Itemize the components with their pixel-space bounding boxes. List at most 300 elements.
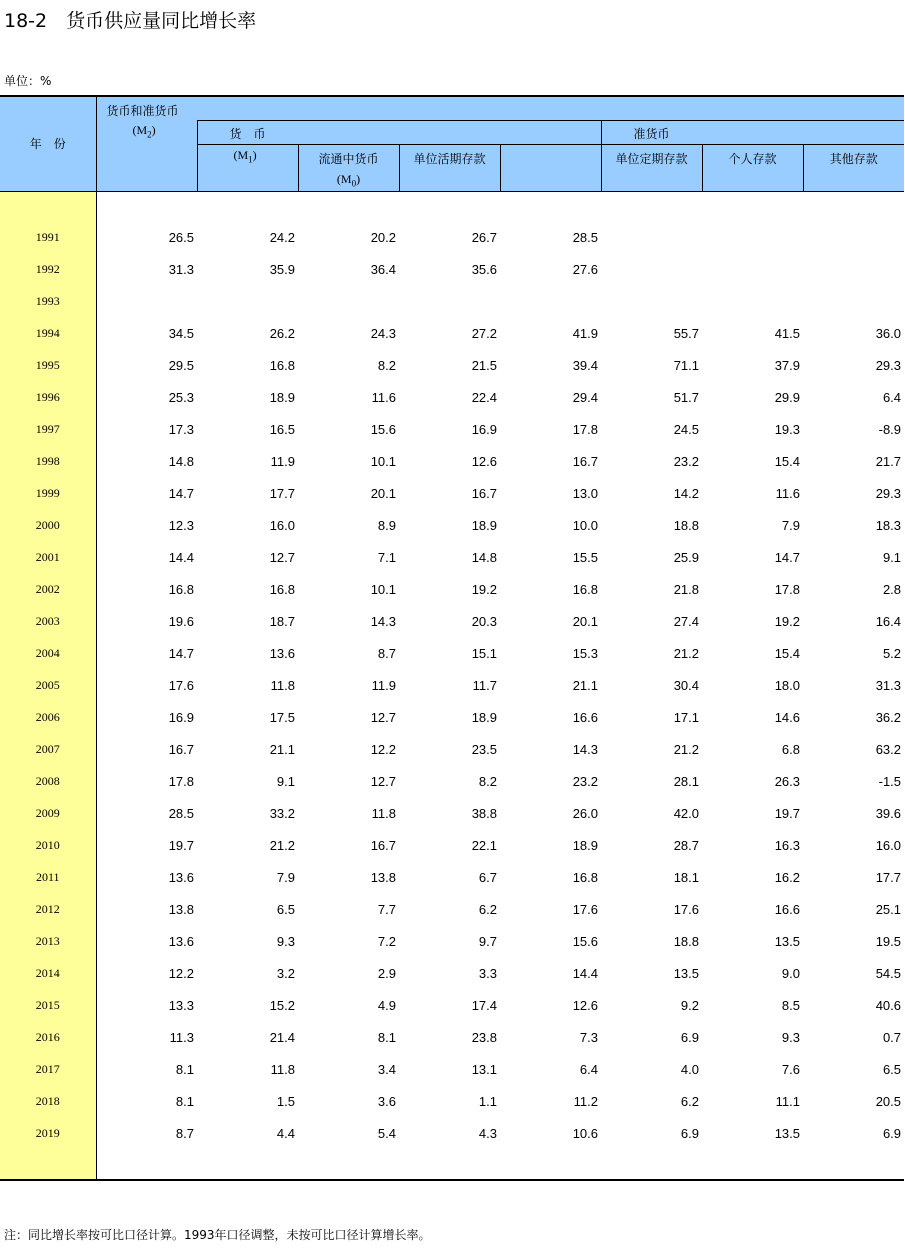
value-cell-td: 42.0 xyxy=(673,806,699,821)
value-cell-pd: 9.3 xyxy=(781,1030,800,1045)
value-cell-qm xyxy=(500,286,601,318)
value-cell-od: 21.7 xyxy=(875,454,902,469)
value-cell-dd: 21.5 xyxy=(471,358,497,373)
value-cell-qm: 16.8 xyxy=(572,582,598,597)
value-cell-m0: 8.7 xyxy=(377,646,396,661)
year-cell: 2011 xyxy=(0,862,96,894)
value-cell-dd: 20.3 xyxy=(471,614,497,629)
value-cell-od xyxy=(803,286,904,318)
spacer-row xyxy=(0,1150,904,1180)
table-body xyxy=(0,191,904,1180)
table-header xyxy=(0,96,904,191)
value-cell-pd: 14.7 xyxy=(774,550,800,565)
value-cell-od: 5.2 xyxy=(882,646,902,661)
value-cell-m2: 19.6 xyxy=(168,614,194,629)
value-cell-m1: 11.8 xyxy=(270,678,295,693)
value-cell-pd: 16.6 xyxy=(774,902,800,917)
value-cell-od: 20.5 xyxy=(875,1094,902,1109)
value-cell-m2: 14.8 xyxy=(168,454,194,469)
value-cell-m0: 2.9 xyxy=(377,966,396,981)
value-cell-pd: 18.0 xyxy=(774,678,800,693)
value-cell-m1: 3.2 xyxy=(276,966,295,981)
value-cell-m1: 17.5 xyxy=(269,710,295,725)
value-cell-qm: 27.6 xyxy=(572,262,598,277)
value-cell-td: 18.8 xyxy=(673,518,699,533)
value-cell-dd: 23.8 xyxy=(471,1030,497,1045)
year-cell: 2004 xyxy=(0,638,96,670)
value-cell-m2: 31.3 xyxy=(168,262,194,277)
header-year: 年 份 xyxy=(0,96,96,191)
header-m0: 流通中货币 xyxy=(298,144,399,168)
value-cell-m1: 11.8 xyxy=(270,1062,295,1077)
value-cell-od: -1.5 xyxy=(878,774,902,789)
value-cell-qm: 12.6 xyxy=(572,998,598,1013)
value-cell-pd: 16.3 xyxy=(774,838,800,853)
value-cell-m0: 3.6 xyxy=(377,1094,396,1109)
year-cell: 1996 xyxy=(0,382,96,414)
value-cell-od: 36.2 xyxy=(875,710,902,725)
value-cell-pd: 13.5 xyxy=(774,934,800,949)
value-cell-dd: 3.3 xyxy=(478,966,497,981)
header-m0-sub: $(M_0)$ xyxy=(298,168,399,191)
value-cell-td: 21.8 xyxy=(673,582,699,597)
value-cell-m0: 8.1 xyxy=(377,1030,396,1045)
value-cell-qm: 16.7 xyxy=(572,454,598,469)
table-row xyxy=(0,862,904,894)
value-cell-od: -8.9 xyxy=(878,422,902,437)
value-cell-qm: 17.8 xyxy=(572,422,598,437)
header-personal-deposits: 个人存款 xyxy=(702,144,803,191)
value-cell-td: 25.9 xyxy=(673,550,699,565)
value-cell-td: 13.5 xyxy=(673,966,699,981)
page-title: 18-2 货币供应量同比增长率 xyxy=(4,10,257,32)
value-cell-m2: 17.3 xyxy=(168,422,194,437)
value-cell-m1: 13.6 xyxy=(269,646,295,661)
value-cell-qm: 16.8 xyxy=(572,870,598,885)
value-cell-qm: 15.6 xyxy=(572,934,598,949)
value-cell-dd: 22.4 xyxy=(471,390,497,405)
value-cell-m2: 14.7 xyxy=(168,486,194,501)
value-cell-m0: 20.2 xyxy=(370,230,396,245)
value-cell-m1: 18.9 xyxy=(269,390,295,405)
value-cell-pd xyxy=(702,222,803,254)
value-cell-dd: 14.8 xyxy=(471,550,497,565)
table-row xyxy=(0,222,904,254)
value-cell-m2: 12.3 xyxy=(168,518,194,533)
value-cell-m2: 16.7 xyxy=(168,742,194,757)
table-row xyxy=(0,1086,904,1118)
value-cell-dd: 26.7 xyxy=(471,230,497,245)
value-cell-m1: 7.9 xyxy=(276,870,295,885)
value-cell-m1: 16.0 xyxy=(269,518,295,533)
value-cell-m0: 12.7 xyxy=(370,774,396,789)
value-cell-dd: 1.1 xyxy=(478,1094,497,1109)
value-cell-pd: 29.9 xyxy=(774,390,800,405)
value-cell-m0: 11.8 xyxy=(371,806,396,821)
value-cell-m2: 12.2 xyxy=(168,966,194,981)
value-cell-td: 23.2 xyxy=(673,454,699,469)
value-cell-qm: 39.4 xyxy=(572,358,598,373)
value-cell-m0: 3.4 xyxy=(377,1062,396,1077)
value-cell-od: 0.7 xyxy=(882,1030,902,1045)
year-cell: 2013 xyxy=(0,926,96,958)
value-cell-dd: 16.7 xyxy=(471,486,497,501)
value-cell-td: 21.2 xyxy=(673,742,699,757)
value-cell-dd xyxy=(399,286,500,318)
value-cell-m0: 5.4 xyxy=(377,1126,396,1141)
year-cell: 2007 xyxy=(0,734,96,766)
value-cell-m0: 11.6 xyxy=(371,390,396,405)
header-demand-deposits: 单位活期存款 xyxy=(399,144,500,191)
year-cell: 2016 xyxy=(0,1022,96,1054)
unit-label: 单位：% xyxy=(4,74,52,88)
value-cell-m0: 15.6 xyxy=(370,422,396,437)
value-cell-qm: 13.0 xyxy=(572,486,598,501)
value-cell-dd: 6.7 xyxy=(478,870,497,885)
value-cell-dd: 17.4 xyxy=(471,998,497,1013)
year-cell: 2015 xyxy=(0,990,96,1022)
value-cell-pd: 37.9 xyxy=(774,358,800,373)
value-cell-td: 28.1 xyxy=(673,774,699,789)
value-cell-m0: 4.9 xyxy=(377,998,396,1013)
value-cell-pd: 15.4 xyxy=(774,454,800,469)
table-row xyxy=(0,286,904,318)
value-cell-dd: 35.6 xyxy=(471,262,497,277)
table-row xyxy=(0,734,904,766)
value-cell-m0: 7.7 xyxy=(377,902,396,917)
value-cell-m1: 12.7 xyxy=(269,550,295,565)
value-cell-td: 24.5 xyxy=(673,422,699,437)
header-quasi-blank xyxy=(500,144,601,191)
table-row xyxy=(0,542,904,574)
value-cell-dd: 19.2 xyxy=(471,582,497,597)
value-cell-od: 9.1 xyxy=(882,550,902,565)
value-cell-td: 18.8 xyxy=(673,934,699,949)
value-cell-m2: 8.1 xyxy=(175,1094,194,1109)
value-cell-qm: 10.0 xyxy=(572,518,598,533)
value-cell-od: 54.5 xyxy=(875,966,902,981)
value-cell-m1: 21.1 xyxy=(269,742,295,757)
value-cell-m1: 18.7 xyxy=(269,614,295,629)
footnote: 注：同比增长率按可比口径计算。1993年口径调整，未按可比口径计算增长率。 xyxy=(4,1228,431,1242)
value-cell-m2: 17.6 xyxy=(168,678,194,693)
value-cell-od: 29.3 xyxy=(875,358,902,373)
value-cell-m1: 16.5 xyxy=(269,422,295,437)
year-cell: 2006 xyxy=(0,702,96,734)
value-cell-od: 16.4 xyxy=(875,614,902,629)
money-supply-table xyxy=(0,95,904,1181)
value-cell-pd xyxy=(702,286,803,318)
value-cell-m1: 15.2 xyxy=(269,998,295,1013)
value-cell-td: 4.0 xyxy=(680,1062,699,1077)
value-cell-od: 63.2 xyxy=(875,742,902,757)
value-cell-m2: 13.6 xyxy=(168,870,194,885)
value-cell-m2: 25.3 xyxy=(168,390,194,405)
value-cell-m2: 8.7 xyxy=(175,1126,194,1141)
value-cell-dd: 16.9 xyxy=(471,422,497,437)
value-cell-dd: 18.9 xyxy=(471,518,497,533)
value-cell-m1: 26.2 xyxy=(269,326,295,341)
value-cell-dd: 27.2 xyxy=(471,326,497,341)
value-cell-m1: 16.8 xyxy=(269,358,295,373)
table-row xyxy=(0,478,904,510)
value-cell-td: 14.2 xyxy=(673,486,699,501)
value-cell-m1: 1.5 xyxy=(276,1094,295,1109)
value-cell-qm: 10.6 xyxy=(572,1126,598,1141)
value-cell-m2: 13.8 xyxy=(168,902,194,917)
value-cell-qm: 28.5 xyxy=(572,230,598,245)
value-cell-m1: 4.4 xyxy=(276,1126,295,1141)
value-cell-od: 6.5 xyxy=(882,1062,902,1077)
table-row xyxy=(0,702,904,734)
year-cell: 2008 xyxy=(0,766,96,798)
value-cell-od: 18.3 xyxy=(875,518,902,533)
value-cell-pd: 9.0 xyxy=(781,966,800,981)
value-cell-td: 30.4 xyxy=(673,678,699,693)
value-cell-td xyxy=(601,286,702,318)
value-cell-m1: 16.8 xyxy=(269,582,295,597)
year-cell: 2009 xyxy=(0,798,96,830)
value-cell-td: 55.7 xyxy=(673,326,699,341)
value-cell-od: 16.0 xyxy=(875,838,902,853)
year-cell: 2017 xyxy=(0,1054,96,1086)
year-cell: 2005 xyxy=(0,670,96,702)
value-cell-pd: 7.6 xyxy=(781,1062,800,1077)
value-cell-td: 9.2 xyxy=(680,998,699,1013)
year-cell: 1991 xyxy=(0,222,96,254)
value-cell-m2: 14.4 xyxy=(168,550,194,565)
value-cell-m1 xyxy=(197,286,298,318)
table-row xyxy=(0,926,904,958)
value-cell-qm: 21.1 xyxy=(572,678,598,693)
value-cell-pd xyxy=(702,254,803,286)
value-cell-m2: 17.8 xyxy=(168,774,194,789)
value-cell-m2: 13.3 xyxy=(168,998,194,1013)
header-m2: 货币和准货币 xyxy=(96,96,904,120)
value-cell-od: 29.3 xyxy=(875,486,902,501)
header-time-deposits: 单位定期存款 xyxy=(601,144,702,191)
header-m1-sub: $(M_1)$ xyxy=(197,144,298,191)
year-cell: 1993 xyxy=(0,286,96,318)
value-cell-m2: 19.7 xyxy=(168,838,194,853)
value-cell-qm: 14.3 xyxy=(572,742,598,757)
spacer-row xyxy=(0,191,904,222)
value-cell-m0: 11.9 xyxy=(371,678,396,693)
table-row xyxy=(0,414,904,446)
value-cell-dd: 15.1 xyxy=(471,646,497,661)
value-cell-qm: 14.4 xyxy=(572,966,598,981)
header-m2-sub: $(M_2)$ xyxy=(96,120,197,191)
year-cell: 2019 xyxy=(0,1118,96,1150)
value-cell-td: 21.2 xyxy=(673,646,699,661)
header-m1: 货 币 xyxy=(197,120,601,144)
value-cell-qm: 15.5 xyxy=(572,550,598,565)
value-cell-od xyxy=(803,254,904,286)
table-row xyxy=(0,382,904,414)
year-cell: 2014 xyxy=(0,958,96,990)
value-cell-pd: 6.8 xyxy=(781,742,800,757)
value-cell-pd: 16.2 xyxy=(774,870,800,885)
value-cell-pd: 14.6 xyxy=(774,710,800,725)
table-row xyxy=(0,766,904,798)
year-cell: 2000 xyxy=(0,510,96,542)
value-cell-dd: 11.7 xyxy=(472,678,497,693)
value-cell-od: 31.3 xyxy=(875,678,902,693)
table-row xyxy=(0,446,904,478)
value-cell-m2: 16.8 xyxy=(168,582,194,597)
value-cell-dd: 9.7 xyxy=(478,934,497,949)
value-cell-od: 2.8 xyxy=(882,582,902,597)
value-cell-pd: 19.7 xyxy=(774,806,800,821)
value-cell-qm: 18.9 xyxy=(572,838,598,853)
value-cell-td: 17.6 xyxy=(673,902,699,917)
value-cell-qm: 26.0 xyxy=(572,806,598,821)
value-cell-od: 40.6 xyxy=(875,998,902,1013)
value-cell-m0: 24.3 xyxy=(370,326,396,341)
value-cell-pd: 7.9 xyxy=(781,518,800,533)
value-cell-m0: 20.1 xyxy=(370,486,396,501)
value-cell-od: 19.5 xyxy=(875,934,902,949)
value-cell-m2 xyxy=(96,286,197,318)
table-row xyxy=(0,990,904,1022)
value-cell-dd: 6.2 xyxy=(478,902,497,917)
value-cell-td xyxy=(601,254,702,286)
value-cell-qm: 17.6 xyxy=(572,902,598,917)
value-cell-qm: 41.9 xyxy=(572,326,598,341)
value-cell-m1: 21.2 xyxy=(269,838,295,853)
table-row xyxy=(0,1118,904,1150)
year-cell: 2010 xyxy=(0,830,96,862)
year-cell: 2002 xyxy=(0,574,96,606)
value-cell-dd: 18.9 xyxy=(471,710,497,725)
table-row xyxy=(0,958,904,990)
value-cell-qm: 11.2 xyxy=(573,1094,598,1109)
value-cell-td: 51.7 xyxy=(673,390,699,405)
value-cell-m0: 16.7 xyxy=(370,838,396,853)
value-cell-pd: 17.8 xyxy=(774,582,800,597)
value-cell-qm: 15.3 xyxy=(572,646,598,661)
value-cell-pd: 11.1 xyxy=(775,1094,800,1109)
value-cell-td: 17.1 xyxy=(673,710,699,725)
value-cell-od: 6.9 xyxy=(882,1126,902,1141)
table-row xyxy=(0,350,904,382)
value-cell-od: 39.6 xyxy=(875,806,902,821)
value-cell-td: 28.7 xyxy=(673,838,699,853)
value-cell-m1: 6.5 xyxy=(276,902,295,917)
value-cell-m1: 17.7 xyxy=(269,486,295,501)
value-cell-dd: 8.2 xyxy=(478,774,497,789)
table-row xyxy=(0,830,904,862)
value-cell-dd: 12.6 xyxy=(471,454,497,469)
value-cell-td xyxy=(601,222,702,254)
table-row xyxy=(0,318,904,350)
value-cell-m2: 28.5 xyxy=(168,806,194,821)
value-cell-od xyxy=(803,222,904,254)
value-cell-dd: 23.5 xyxy=(471,742,497,757)
value-cell-od: 36.0 xyxy=(875,326,902,341)
year-cell: 1998 xyxy=(0,446,96,478)
table-row xyxy=(0,606,904,638)
value-cell-dd: 4.3 xyxy=(478,1126,497,1141)
value-cell-m0: 14.3 xyxy=(370,614,396,629)
header-other-deposits: 其他存款 xyxy=(803,144,904,191)
value-cell-pd: 8.5 xyxy=(781,998,800,1013)
year-cell: 2003 xyxy=(0,606,96,638)
value-cell-qm: 7.3 xyxy=(579,1030,598,1045)
value-cell-m0: 10.1 xyxy=(370,582,396,597)
value-cell-m2: 13.6 xyxy=(168,934,194,949)
value-cell-m1: 9.1 xyxy=(276,774,295,789)
value-cell-m1: 9.3 xyxy=(276,934,295,949)
value-cell-m0: 7.2 xyxy=(377,934,396,949)
year-cell: 1995 xyxy=(0,350,96,382)
value-cell-m0 xyxy=(298,286,399,318)
value-cell-pd: 11.6 xyxy=(775,486,800,501)
value-cell-pd: 19.3 xyxy=(774,422,800,437)
value-cell-dd: 38.8 xyxy=(471,806,497,821)
value-cell-pd: 41.5 xyxy=(774,326,800,341)
value-cell-m0: 13.8 xyxy=(370,870,396,885)
value-cell-dd: 22.1 xyxy=(471,838,497,853)
value-cell-m0: 8.2 xyxy=(377,358,396,373)
value-cell-pd: 26.3 xyxy=(774,774,800,789)
header-quasi-money: 准货币 xyxy=(601,120,904,144)
value-cell-td: 6.9 xyxy=(680,1030,699,1045)
value-cell-od: 6.4 xyxy=(882,390,902,405)
value-cell-m2: 26.5 xyxy=(168,230,194,245)
value-cell-m1: 11.9 xyxy=(270,454,295,469)
value-cell-m0: 8.9 xyxy=(377,518,396,533)
table-row xyxy=(0,510,904,542)
year-cell: 2001 xyxy=(0,542,96,574)
value-cell-m0: 36.4 xyxy=(370,262,396,277)
table-row xyxy=(0,670,904,702)
value-cell-m2: 34.5 xyxy=(168,326,194,341)
value-cell-od: 17.7 xyxy=(875,870,902,885)
value-cell-m1: 21.4 xyxy=(269,1030,295,1045)
table-row xyxy=(0,638,904,670)
table-row xyxy=(0,894,904,926)
year-cell: 1999 xyxy=(0,478,96,510)
value-cell-m2: 8.1 xyxy=(175,1062,194,1077)
table-row xyxy=(0,1054,904,1086)
value-cell-pd: 19.2 xyxy=(774,614,800,629)
value-cell-m1: 24.2 xyxy=(269,230,295,245)
data-table-container xyxy=(0,95,905,1181)
value-cell-m2: 29.5 xyxy=(168,358,194,373)
value-cell-qm: 6.4 xyxy=(579,1062,598,1077)
value-cell-dd: 13.1 xyxy=(471,1062,497,1077)
value-cell-od: 25.1 xyxy=(875,902,902,917)
year-cell: 1994 xyxy=(0,318,96,350)
value-cell-m1: 33.2 xyxy=(269,806,295,821)
value-cell-td: 6.9 xyxy=(680,1126,699,1141)
value-cell-m2: 11.3 xyxy=(169,1030,194,1045)
value-cell-m0: 7.1 xyxy=(377,550,396,565)
value-cell-qm: 29.4 xyxy=(572,390,598,405)
value-cell-m0: 12.2 xyxy=(370,742,396,757)
value-cell-td: 71.1 xyxy=(673,358,699,373)
value-cell-td: 6.2 xyxy=(680,1094,699,1109)
value-cell-qm: 20.1 xyxy=(572,614,598,629)
value-cell-td: 27.4 xyxy=(673,614,699,629)
value-cell-pd: 13.5 xyxy=(774,1126,800,1141)
table-row xyxy=(0,254,904,286)
value-cell-td: 18.1 xyxy=(673,870,699,885)
value-cell-pd: 15.4 xyxy=(774,646,800,661)
year-cell: 1992 xyxy=(0,254,96,286)
table-row xyxy=(0,1022,904,1054)
